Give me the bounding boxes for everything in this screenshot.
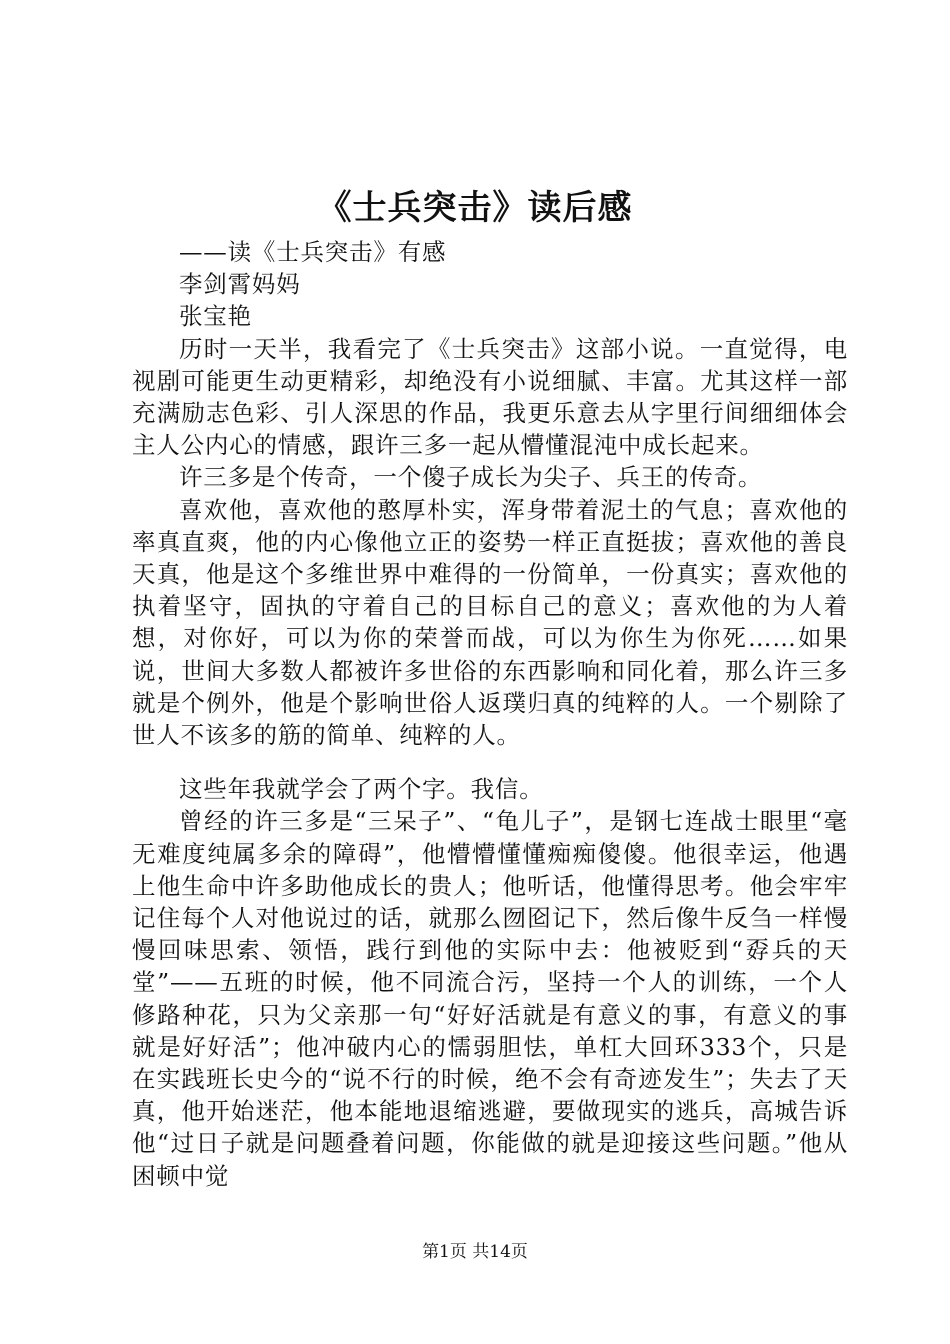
body-paragraph: 这些年我就学会了两个字。我信。 [179, 775, 544, 804]
document-body [132, 236, 848, 1192]
document-title: 《士兵突击》读后感 [317, 188, 633, 228]
body-paragraph: 曾经的许三多是“三呆子”、“龟儿子”，是钢七连战士眼里“毫无难度纯属多余的障碍”，他懵懵懂懂痴痴傻傻。他很幸运，他遇上他生命中许多助他成长的贵人；他听话，他懂得思考。他会牢牢记住每个人对他说过的话，就那么囫囵记下，然后像牛反刍一样慢慢回味思索、领悟，践行到他的实际中去：他被贬到“孬兵的天堂”——五班的时候，他不同流合污，坚持一个人的训练，一个人修路种花，只为父亲那一句“好好活就是有意义的事，有意义的事就是好好活”；他冲破内心的懦弱胆怯，单杠大回环333个，只是在实践班长史今的“说不行的时候，绝不会有奇迹发生”；失去了天真，他开始迷茫，他本能地退缩逃避，要做现实的逃兵，高城告诉他“过日子就是问题叠着问题，你能做的就是迎接这些问题。”他从困顿中觉 [132, 807, 848, 1190]
author-line: 李剑霄妈妈 [179, 270, 301, 299]
body-paragraph: 喜欢他，喜欢他的憨厚朴实，浑身带着泥土的气息；喜欢他的率真直爽，他的内心像他立正的姿势一样正直挺拔；喜欢他的善良天真，他是这个多维世界中难得的一份简单，一份真实；喜欢他的执着坚守，固执的守着自己的目标自己的意义；喜欢他的为人着想，对你好，可以为你的荣誉而战，可以为你生为你死……如果说，世间大多数人都被许多世俗的东西影响和同化着，那么许三多就是个例外，他是个影响世俗人返璞归真的纯粹的人。一个剔除了世人不该多的筋的简单、纯粹的人。 [132, 495, 848, 750]
body-paragraph: 历时一天半，我看完了《士兵突击》这部小说。一直觉得，电视剧可能更生动更精彩，却绝没有小说细腻、丰富。尤其这样一部充满励志色彩、引人深思的作品，我更乐意去从字里行间细细体会主人公内心的情感，跟许三多一起从懵懂混沌中成长起来。 [132, 334, 848, 460]
page-footer: 第1页 共14页 [422, 1242, 528, 1262]
subtitle-line: ——读《士兵突击》有感 [179, 238, 447, 266]
author-name: 张宝艳 [179, 302, 252, 331]
body-paragraph: 许三多是个传奇，一个傻子成长为尖子、兵王的传奇。 [179, 463, 763, 492]
